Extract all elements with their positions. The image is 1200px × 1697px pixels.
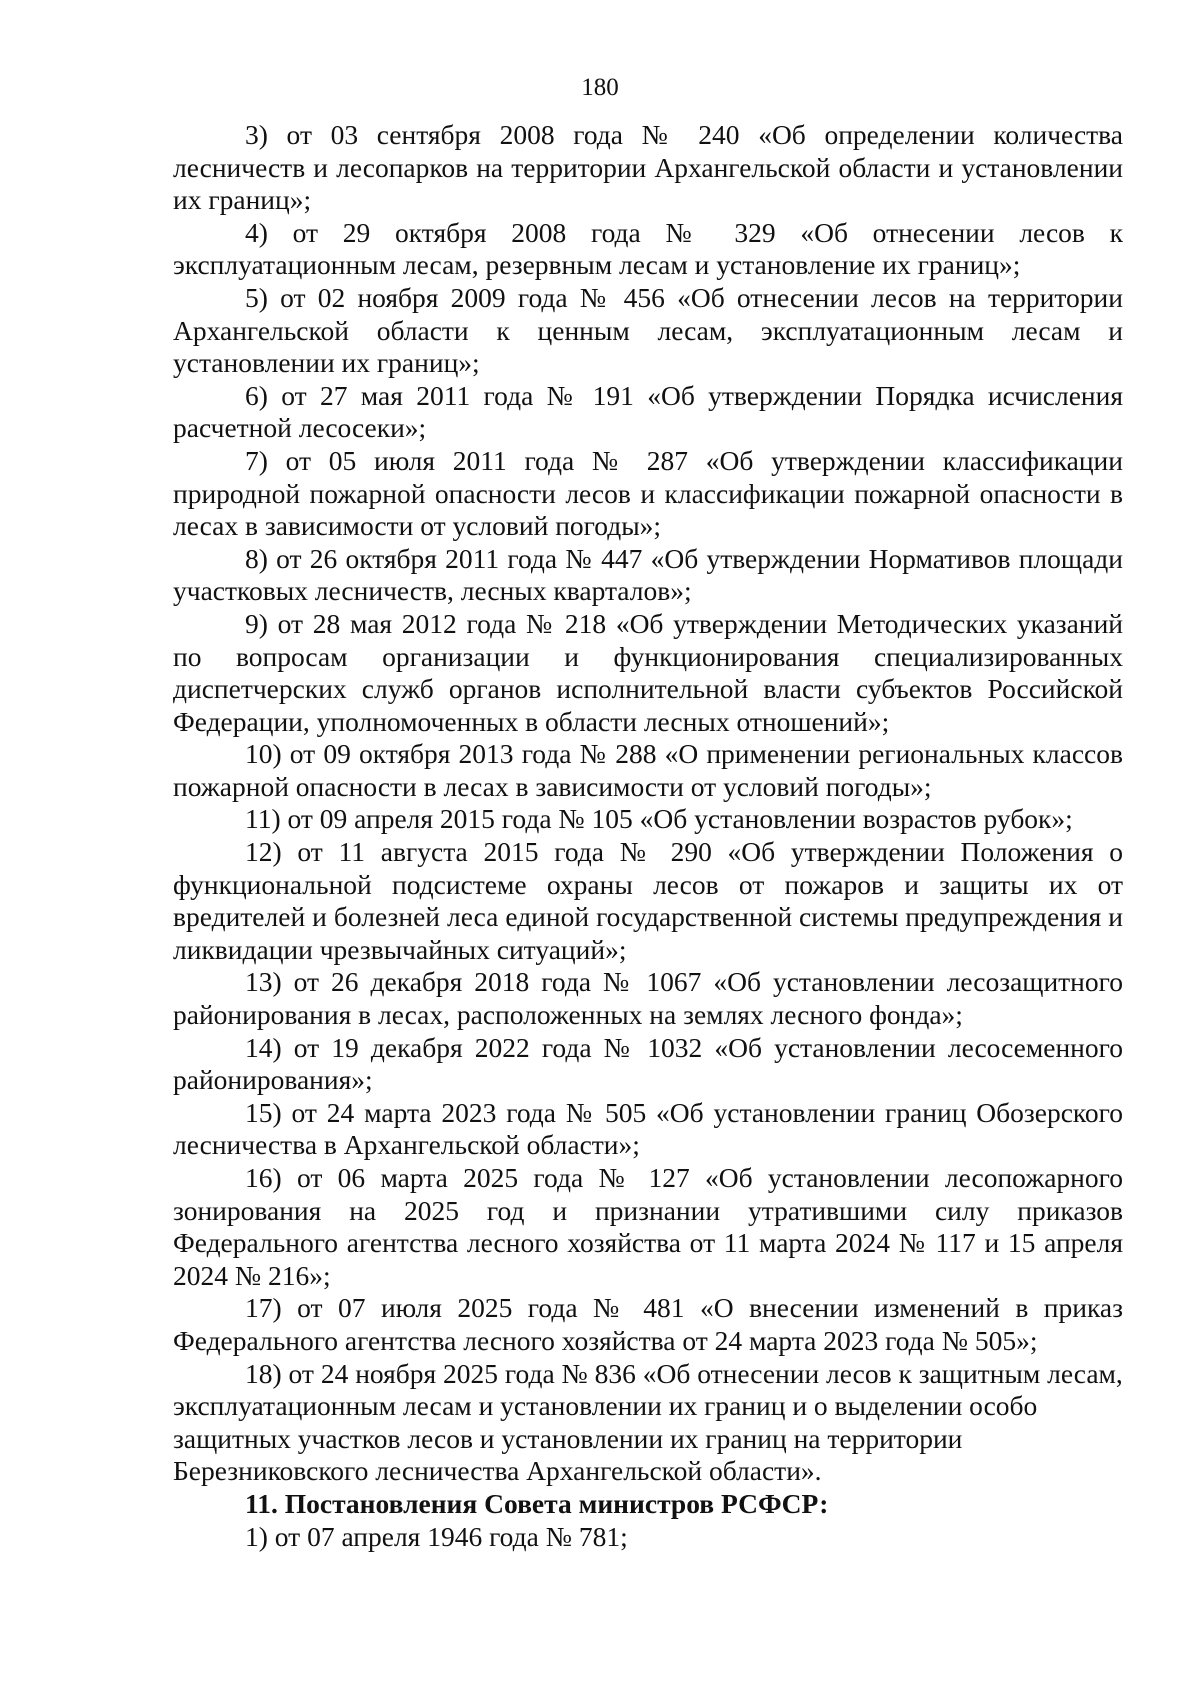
list-item: 17) от 07 июля 2025 года № 481 «О внесении изменений в приказ Федерального агентства лесного хозяйства от 24 марта 2023 года № 505»; [173,1292,1123,1356]
list-item: 9) от 28 мая 2012 года № 218 «Об утверждении Методических указаний по вопросам организации и функционирования специализированных диспетчерских служб органов исполнительной власти субъектов Российской Федерации, уполномоченных в области лесных отношений»; [173,607,1123,737]
document-body [173,119,1123,1553]
list-item: 8) от 26 октября 2011 года № 447 «Об утверждении Нормативов площади участковых лесничеств, лесных кварталов»; [173,542,1123,607]
list-item: 7) от 05 июля 2011 года № 287 «Об утверждении классификации природной пожарной опасности лесов и классификации пожарной опасности в лесах в зависимости от условий погоды»; [173,444,1123,542]
page-number: 180 [581,74,619,101]
list-item: 13) от 26 декабря 2018 года № 1067 «Об установлении лесозащитного районирования в лесах, расположенных на землях лесного фонда»; [173,966,1123,1031]
section-heading: 11. Постановления Совета министров РСФСР: [245,1487,829,1519]
list-item: 12) от 11 августа 2015 года № 290 «Об утверждении Положения о функциональной подсистеме охраны лесов от пожаров и защиты их от вредителей и болезней леса единой государственной системы предупреждения и ликвидации чрезвычайных ситуаций»; [173,836,1123,965]
list-item: 15) от 24 марта 2023 года № 505 «Об установлении границ Обозерского лесничества в Архангельской области»; [173,1096,1123,1161]
list-item: 14) от 19 декабря 2022 года № 1032 «Об установлении лесосеменного районирования»; [173,1031,1123,1096]
list-item: 11) от 09 апреля 2015 года № 105 «Об установлении возрастов рубок»; [245,803,1073,835]
list-item: 6) от 27 мая 2011 года № 191 «Об утверждении Порядка исчисления расчетной лесосеки»; [173,379,1123,444]
list-item: 18) от 24 ноября 2025 года № 836 «Об отнесении лесов к защитным лесам, эксплуатационным лесам и установлении их границ и о выделении особо защитных участков лесов и установлении их границ на территории Березниковского лесничества Архангельской области». [173,1357,1123,1487]
list-item: 16) от 06 марта 2025 года № 127 «Об установлении лесопожарного зонирования на 2025 год и признании утратившими силу приказов Федерального агентства лесного хозяйства от 11 марта 2024 № 117 и 15 апреля 2024 № 216»; [173,1162,1123,1291]
list-item: 5) от 02 ноября 2009 года № 456 «Об отнесении лесов на территории Архангельской области к ценным лесам, эксплуатационным лесам и установлении их границ»; [173,281,1123,379]
list-item: 4) от 29 октября 2008 года № 329 «Об отнесении лесов к эксплуатационным лесам, резервным лесам и установление их границ»; [173,216,1123,281]
list-item: 1) от 07 апреля 1946 года № 781; [245,1520,628,1552]
list-item: 3) от 03 сентября 2008 года № 240 «Об определении количества лесничеств и лесопарков на территории Архангельской области и установлении их границ»; [173,119,1123,216]
list-item: 10) от 09 октября 2013 года № 288 «О применении региональных классов пожарной опасности в лесах в зависимости от условий погоды»; [173,738,1123,802]
